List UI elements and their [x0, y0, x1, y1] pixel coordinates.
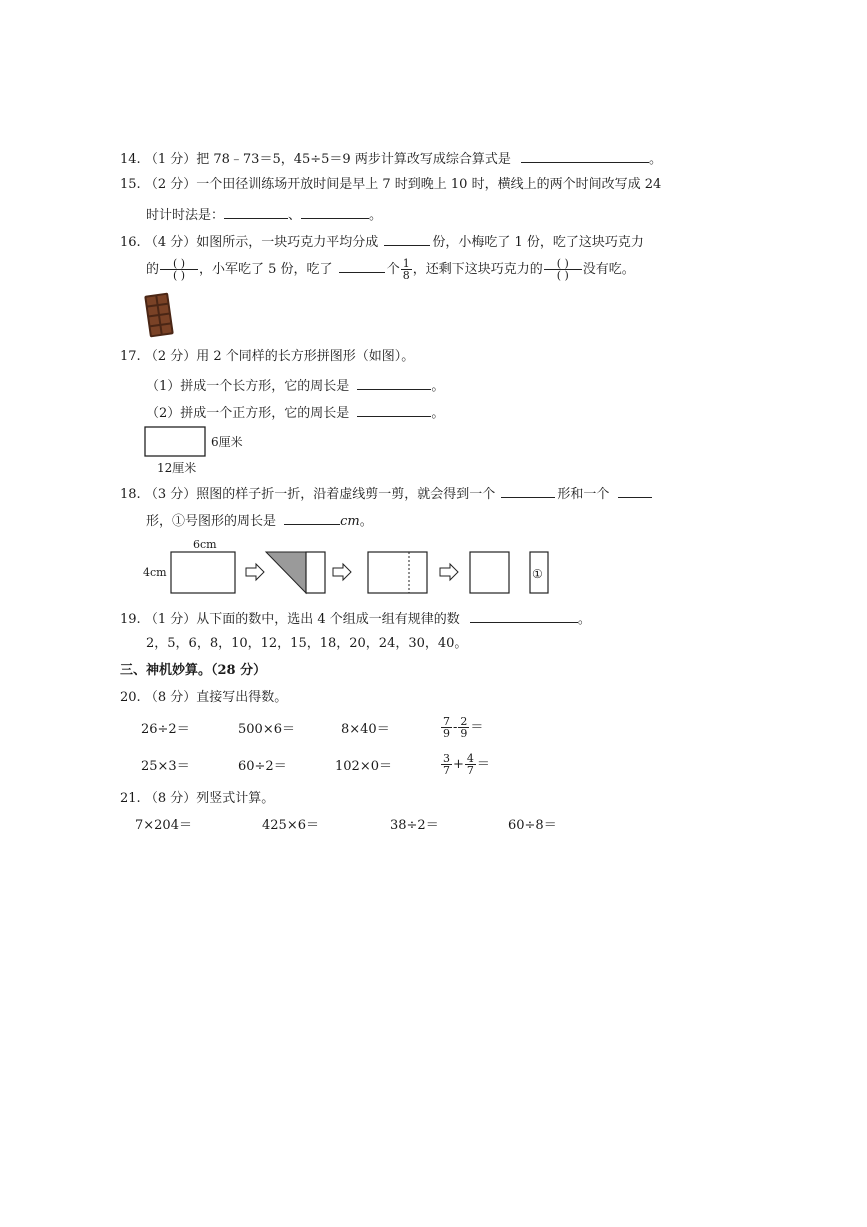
- fraction-denominator: 9: [460, 727, 468, 740]
- question-21: [120, 790, 274, 808]
- question-number: 19.: [120, 612, 141, 627]
- punctuation: 。: [431, 406, 445, 421]
- question-17-sub2: [146, 402, 444, 423]
- punctuation: 、: [288, 208, 302, 223]
- question-19: [120, 608, 591, 629]
- question-number: 14.: [120, 152, 141, 167]
- equals-sign: ＝: [470, 720, 484, 735]
- operator: -: [453, 720, 458, 735]
- fraction-numerator: ( ): [544, 258, 582, 270]
- question-score: （2 分）: [144, 349, 197, 364]
- width-label: 12厘米: [157, 461, 197, 475]
- question-15-line2: [146, 204, 382, 225]
- question-text: 形，①号图形的周长是: [146, 514, 277, 529]
- question-15: [120, 176, 661, 194]
- calc-item: 25×3＝: [141, 759, 190, 774]
- fraction-denominator: ( ): [172, 269, 186, 282]
- answer-blank[interactable]: [339, 258, 385, 273]
- calc-item: 8×40＝: [341, 722, 390, 737]
- question-text: 用 2 个同样的长方形拼图形（如图）。: [196, 349, 415, 364]
- question-score: （2 分）: [144, 177, 197, 192]
- question-score: （1 分）: [144, 152, 197, 167]
- question-text: 直接写出得数。: [196, 690, 288, 705]
- question-score: （4 分）: [144, 235, 197, 250]
- answer-blank-3[interactable]: [284, 510, 340, 525]
- height-label: 6厘米: [211, 435, 243, 449]
- question-score: （8 分）: [144, 690, 197, 705]
- unit-text: cm: [340, 514, 360, 529]
- circle-one-label: ①: [532, 567, 543, 581]
- fraction-numerator: 7: [443, 715, 450, 728]
- question-18: [120, 483, 652, 504]
- answer-blank[interactable]: [357, 402, 431, 417]
- answer-blank-1[interactable]: [501, 483, 555, 498]
- fraction-denominator: 7: [466, 764, 474, 777]
- question-18-line2: [146, 510, 373, 531]
- equals-sign: ＝: [476, 757, 490, 772]
- question-number: 18.: [120, 487, 141, 502]
- question-number: 17.: [120, 349, 141, 364]
- rectangle-figure: [143, 425, 207, 459]
- question-14: [120, 148, 662, 169]
- calc-item: 60÷8＝: [508, 818, 557, 833]
- question-text: 如图所示，一块巧克力平均分成: [196, 235, 379, 250]
- question-20: [120, 689, 287, 707]
- fraction: [465, 753, 476, 776]
- answer-blank[interactable]: [384, 231, 430, 246]
- calc-item: 38÷2＝: [390, 818, 439, 833]
- fraction-one-eighth: [401, 258, 412, 281]
- fraction-denominator: 7: [443, 764, 450, 777]
- operator: +: [453, 757, 464, 772]
- question-text: 没有吃。: [582, 262, 635, 277]
- calc-item: 26÷2＝: [141, 722, 190, 737]
- fraction-expression-1: [440, 713, 483, 743]
- punctuation: 。: [577, 612, 591, 627]
- fraction: [441, 716, 452, 739]
- fraction-numerator: 1: [402, 257, 410, 270]
- question-16-line2: [146, 257, 635, 283]
- calc-item: 500×6＝: [238, 722, 295, 737]
- answer-blank[interactable]: [521, 148, 649, 163]
- fraction-numerator: ( ): [160, 258, 198, 270]
- answer-blank-2[interactable]: [618, 483, 652, 498]
- question-text: 时计时法是：: [146, 208, 225, 223]
- question-17: [120, 348, 414, 366]
- fraction: [441, 753, 452, 776]
- fraction: [458, 716, 469, 739]
- punctuation: 。: [359, 514, 373, 529]
- question-text: 个: [386, 262, 400, 277]
- punctuation: 。: [369, 208, 383, 223]
- fraction-numerator: 3: [443, 752, 450, 765]
- question-text: 一个田径训练场开放时间是早上 7 时到晚上 10 时，横线上的两个时间改写成 24: [196, 177, 662, 192]
- section-heading: 三、神机妙算。（28 分）: [120, 663, 267, 678]
- fraction-expression-2: [440, 750, 490, 780]
- question-number: 20.: [120, 690, 141, 705]
- question-score: （1 分）: [144, 612, 197, 627]
- calc-item: 7×204＝: [135, 818, 192, 833]
- answer-blank[interactable]: [470, 608, 578, 623]
- question-text: 照图的样子折一折，沿着虚线剪一剪，就会得到一个: [196, 487, 496, 502]
- fraction-answer-2[interactable]: [544, 258, 582, 281]
- folding-diagram: [168, 548, 558, 598]
- punctuation: 。: [648, 152, 662, 167]
- question-text: 份，小梅吃了 1 份，吃了这块巧克力: [432, 235, 644, 250]
- top-length-label: 6cm: [193, 538, 217, 551]
- fraction-denominator: ( ): [556, 269, 569, 282]
- answer-blank[interactable]: [357, 375, 431, 390]
- fraction-denominator: 9: [443, 727, 450, 740]
- question-text: （1）拼成一个长方形，它的周长是: [146, 379, 350, 394]
- question-16: [120, 231, 644, 252]
- question-number: 16.: [120, 235, 141, 250]
- question-number: 21.: [120, 791, 141, 806]
- answer-blank-2[interactable]: [301, 204, 369, 219]
- question-score: （8 分）: [144, 791, 197, 806]
- question-text: ，小军吃了 5 份，吃了: [199, 262, 333, 277]
- question-text: 从下面的数中，选出 4 个组成一组有规律的数: [196, 612, 460, 627]
- chocolate-bar-icon: [143, 292, 175, 338]
- question-text: （2）拼成一个正方形，它的周长是: [146, 406, 350, 421]
- number-list: 2，5，6，8，10，12，15，18，20，24，30，40。: [146, 636, 468, 651]
- fraction-denominator: 8: [402, 269, 410, 282]
- question-text: 列竖式计算。: [196, 791, 275, 806]
- calc-item: 102×0＝: [335, 759, 392, 774]
- punctuation: 。: [431, 379, 445, 394]
- fraction-numerator: 4: [466, 752, 474, 765]
- question-text: ，还剩下这块巧克力的: [412, 262, 543, 277]
- fraction-answer-1[interactable]: [160, 258, 198, 281]
- question-17-sub1: [146, 375, 444, 396]
- calc-item: 425×6＝: [262, 818, 319, 833]
- question-score: （3 分）: [144, 487, 197, 502]
- question-text: 形和一个: [557, 487, 610, 502]
- calc-item: 60÷2＝: [238, 759, 287, 774]
- fraction-numerator: 2: [460, 715, 468, 728]
- left-length-label: 4cm: [143, 566, 167, 579]
- answer-blank-1[interactable]: [224, 204, 288, 219]
- question-number: 15.: [120, 177, 141, 192]
- question-text: 把 78﹣73＝5，45÷5＝9 两步计算改写成综合算式是: [196, 152, 511, 167]
- question-text: 的: [146, 262, 160, 277]
